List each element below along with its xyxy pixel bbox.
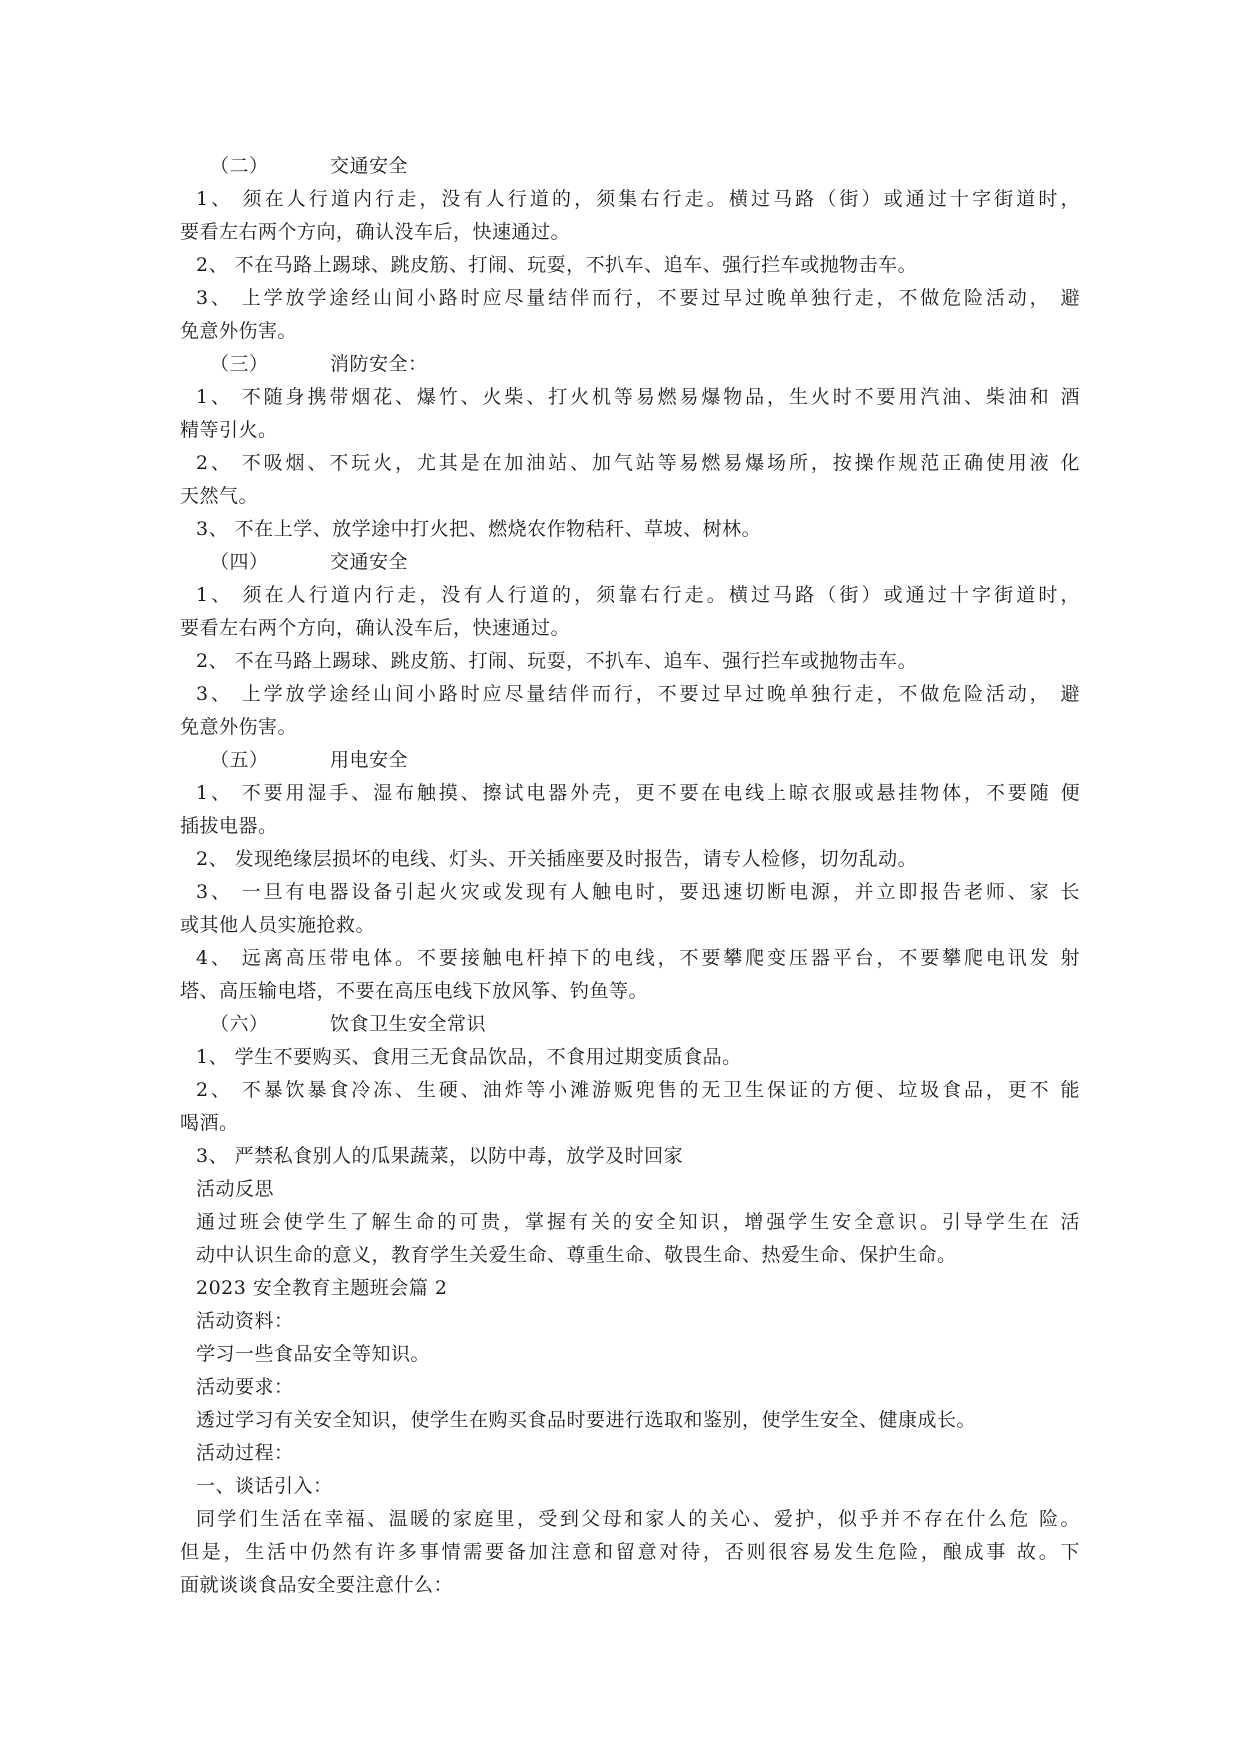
list-item: 1、 须在人行道内行走，没有人行道的，须靠右行走。横过马路（街）或通过十字街道时， [196,584,1080,606]
list-item: 1、 须在人行道内行走，没有人行道的，须集右行走。横过马路（街）或通过十字街道时， [196,188,1080,210]
subheading: 活动反思 [196,1178,275,1200]
section-title: 用电安全 [330,749,409,771]
list-item: 4、 远离高压带电体。不要接触电杆掉下的电线，不要攀爬变压器平台，不要攀爬电讯发 射 [196,947,1080,969]
section-heading [180,150,1080,183]
paragraph-continuation: 或其他人员实施抢救。 [180,914,376,936]
section-title: 交通安全 [330,551,409,573]
paragraph: 透过学习有关安全知识，使学生在购买食品时要进行选取和鉴别，使学生安全、健康成长。 [196,1409,977,1431]
list-item: 2、 不在马路上踢球、跳皮筋、打闹、玩耍，不扒车、追车、强行拦车或抛物击车。 [196,254,918,276]
paragraph-continuation: 动中认识生命的意义，教育学生关爱生命、尊重生命、敬畏生命、热爱生命、保护生命。 [196,1244,957,1266]
section-title: 交通安全 [330,155,409,177]
paragraph-continuation: 插拔电器。 [180,815,278,837]
paragraph-continuation: 要看左右两个方向，确认没车后，快速通过。 [180,617,571,639]
section-title: 消防安全： [330,353,428,375]
section-title: 饮食卫生安全常识 [330,1013,487,1035]
section-number: （五） [210,749,269,771]
article-title: 2023 安全教育主题班会篇 2 [196,1277,448,1299]
section-heading [180,546,1080,579]
paragraph-continuation: 面就谈谈食品安全要注意什么： [180,1574,454,1596]
document-body [180,150,1080,1602]
list-item: 1、 不随身携带烟花、爆竹、火柴、打火机等易燃易爆物品，生火时不要用汽油、柴油和 酒 [196,386,1080,408]
subheading: 一、谈话引入： [196,1475,333,1497]
paragraph-continuation: 要看左右两个方向，确认没车后，快速通过。 [180,221,571,243]
section-number: （二） [210,155,269,177]
paragraph-continuation: 免意外伤害。 [180,716,298,738]
list-item: 2、 不在马路上踢球、跳皮筋、打闹、玩耍，不扒车、追车、强行拦车或抛物击车。 [196,650,918,672]
paragraph: 同学们生活在幸福、温暖的家庭里，受到父母和家人的关心、爱护，似乎并不存在什么危 险。 [196,1508,1080,1530]
section-heading [180,348,1080,381]
section-heading [180,744,1080,777]
list-item: 3、 上学放学途经山间小路时应尽量结伴而行，不要过早过晚单独行走，不做危险活动， 避 [196,287,1080,309]
list-item: 2、 不吸烟、不玩火，尤其是在加油站、加气站等易燃易爆场所，按操作规范正确使用液 化 [196,452,1080,474]
list-item: 3、 上学放学途经山间小路时应尽量结伴而行，不要过早过晚单独行走，不做危险活动， 避 [196,683,1080,705]
paragraph-continuation: 免意外伤害。 [180,320,298,342]
list-item: 2、 不暴饮暴食冷冻、生硬、油炸等小滩游贩兜售的无卫生保证的方便、垃圾食品，更不 能 [196,1079,1080,1101]
subheading: 活动资料： [196,1310,294,1332]
subheading: 活动过程： [196,1442,294,1464]
paragraph: 通过班会使学生了解生命的可贵，掌握有关的安全知识，增强学生安全意识。引导学生在 活 [196,1211,1080,1233]
paragraph-continuation: 天然气。 [180,485,259,507]
section-heading [180,1008,1080,1041]
list-item: 3、 不在上学、放学途中打火把、燃烧农作物秸秆、草坡、树林。 [196,518,762,540]
subheading: 活动要求： [196,1376,294,1398]
list-item: 3、 一旦有电器设备引起火灾或发现有人触电时，要迅速切断电源，并立即报告老师、家 长 [196,881,1080,903]
section-number: （四） [210,551,269,573]
section-number: （六） [210,1013,269,1035]
paragraph-continuation: 喝酒。 [180,1112,239,1134]
list-item: 1、 不要用湿手、湿布触摸、擦试电器外壳，更不要在电线上晾衣服或悬挂物体，不要随 便 [196,782,1080,804]
paragraph-continuation: 精等引火。 [180,419,278,441]
paragraph-continuation: 塔、高压输电塔，不要在高压电线下放风筝、钓鱼等。 [180,980,649,1002]
paragraph: 学习一些食品安全等知识。 [196,1343,431,1365]
list-item: 2、 发现绝缘层损坏的电线、灯头、开关插座要及时报告，请专人检修，切勿乱动。 [196,848,918,870]
list-item: 3、 严禁私食别人的瓜果蔬菜，以防中毒，放学及时回家 [196,1145,684,1167]
section-number: （三） [210,353,269,375]
paragraph-continuation: 但是，生活中仍然有许多事情需要备加注意和留意对待，否则很容易发生危险，酿成事 故。下 [180,1541,1080,1563]
list-item: 1、 学生不要购买、食用三无食品饮品，不食用过期变质食品。 [196,1046,742,1068]
